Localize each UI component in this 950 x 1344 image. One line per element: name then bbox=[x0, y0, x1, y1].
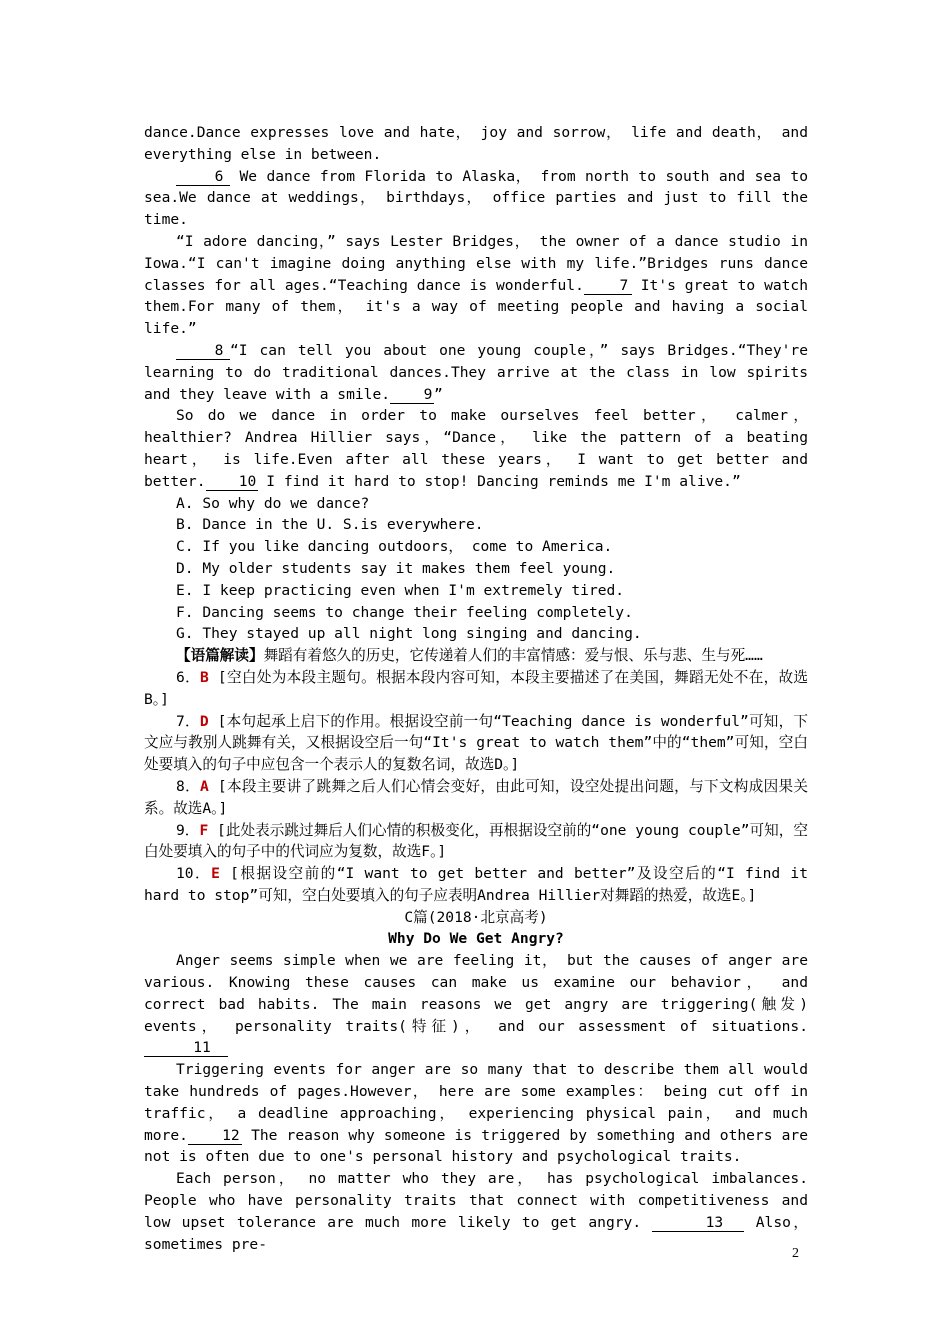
answer-number: 9． bbox=[176, 821, 200, 839]
section-heading: C篇(2018·北京高考) bbox=[404, 908, 548, 926]
answer-letter: B bbox=[200, 668, 209, 686]
paragraph-blank-8 bbox=[144, 340, 808, 405]
answer-text: [本段主要讲了跳舞之后人们心情会变好，由此可知，设空处提出问题，与下文构成因果关系。故选A。] bbox=[144, 777, 808, 817]
option-d: D. My older students say it makes them feel young. bbox=[176, 559, 616, 577]
blank-13[interactable]: 13 bbox=[652, 1214, 744, 1232]
passage-title: Why Do We Get Angry? bbox=[388, 930, 564, 948]
paragraph-text: ” bbox=[434, 385, 443, 403]
page-content bbox=[144, 122, 808, 1255]
blank-6[interactable]: 6 bbox=[176, 168, 230, 186]
answer-letter: D bbox=[199, 712, 209, 730]
option-g: G. They stayed up all night long singing and dancing. bbox=[176, 625, 642, 643]
answer-letter: E bbox=[211, 865, 220, 883]
blank-9[interactable]: 9 bbox=[390, 386, 434, 404]
answer-explanation bbox=[144, 711, 808, 776]
paragraph-text: “I adore dancing，” says Lester Bridges， the owner of a dance studio in Iowa.“I can't imagine doing anything else with my life.”Bridges runs dance classes for all ages.“Teaching dance is wonderful. bbox=[144, 232, 808, 294]
paragraph-text: We dance from Florida to Alaska， from north to south and sea to sea.We dance at weddings， birthdays， office parties and just to fill the time. bbox=[144, 167, 808, 229]
paragraph-blank-12 bbox=[144, 1059, 808, 1168]
paragraph-text: It's great to watch them.For many of them， it's a way of meeting people and having a social life.” bbox=[144, 276, 808, 338]
paragraph-text: Anger seems simple when we are feeling it， but the causes of anger are various. Knowing these causes can make us examine our behavior， and correct bad habits. The main reasons we get angry are triggering(触发) events， personality traits(特征)， and our assessment of situations. bbox=[144, 952, 808, 1035]
option-e: E. I keep practicing even when I'm extremely tired. bbox=[176, 581, 625, 599]
answer-explanation bbox=[144, 863, 808, 907]
paragraph-text: I find it hard to stop! Dancing reminds me I'm alive.” bbox=[257, 472, 741, 490]
analysis-label: 【语篇解读】 bbox=[176, 647, 264, 665]
answer-number: 10． bbox=[176, 865, 212, 883]
blank-10[interactable]: 10 bbox=[206, 473, 258, 491]
blank-11[interactable]: 11 bbox=[144, 1039, 228, 1057]
answer-text: [此处表示跳过舞后人们心情的积极变化，再根据设空前的“one young couple”可知，空白处要填入的句子中的代词应为复数，故选F。] bbox=[144, 821, 808, 861]
option-f: F. Dancing seems to change their feeling completely. bbox=[176, 603, 633, 621]
paragraph-text: Also， sometimes pre- bbox=[144, 1213, 808, 1253]
paragraph-text: Triggering events for anger are so many that to describe them all would take hundreds of pages.However， here are some examples： being cut off in traffic， a deadline approaching， experiencing physical pain， and much more. bbox=[144, 1061, 808, 1144]
paragraph-blank-11 bbox=[144, 950, 808, 1059]
analysis-text: 舞蹈有着悠久的历史，它传递着人们的丰富情感：爱与恨、乐与悲、生与死…… bbox=[263, 647, 763, 665]
passage-analysis bbox=[144, 645, 808, 667]
paragraph-text: So do we dance in order to make ourselves feel better， calmer， healthier? Andrea Hillier says，“Dance， like the pattern of a beating heart， is life.Even after all these years， I want to get better and better. bbox=[144, 407, 808, 490]
answer-text: [根据设空前的“I want to get better and better”及设空后的“I find it hard to stop”可知，空白处要填入的句子应表明Andrea Hillier对舞蹈的热爱，故选E。] bbox=[144, 865, 808, 904]
answer-explanation bbox=[144, 820, 808, 864]
answer-number: 7． bbox=[176, 712, 200, 730]
paragraph-text: The reason why someone is triggered by something and others are not is often due to one's personal history and psychological traits. bbox=[144, 1126, 808, 1166]
paragraph-blank-7 bbox=[144, 231, 808, 340]
blank-7[interactable]: 7 bbox=[584, 277, 632, 295]
option-a: A. So why do we dance? bbox=[176, 494, 370, 512]
paragraph-text: Each person， no matter who they are， has psychological imbalances. People who have personality traits that connect with competitiveness and low upset tolerance are much more likely to get angry. bbox=[144, 1170, 808, 1231]
answer-explanation bbox=[144, 776, 808, 820]
paragraph-intro-tail: dance.Dance expresses love and hate， joy and sorrow， life and death， and everything else in between. bbox=[144, 124, 808, 163]
paragraph-blank-6 bbox=[144, 166, 808, 231]
option-b: B. Dance in the U. S.is everywhere. bbox=[176, 516, 484, 534]
answer-number: 8． bbox=[176, 777, 201, 795]
answer-explanation bbox=[144, 667, 808, 711]
blank-8[interactable]: 8 bbox=[176, 342, 230, 360]
answer-number: 6． bbox=[176, 668, 201, 686]
paragraph-blank-10 bbox=[144, 405, 808, 492]
blank-12[interactable]: 12 bbox=[188, 1127, 242, 1145]
answer-letter: A bbox=[200, 777, 209, 795]
page-number: 2 bbox=[792, 1246, 799, 1261]
answer-letter: F bbox=[199, 821, 209, 839]
paragraph-blank-13 bbox=[144, 1168, 808, 1255]
option-c: C. If you like dancing outdoors， come to America. bbox=[176, 538, 613, 556]
paragraph-text: “I can tell you about one young couple，” says Bridges.“They're learning to do traditional dances.They arrive at the class in low spirits and they leave with a smile. bbox=[144, 341, 808, 403]
answer-text: [空白处为本段主题句。根据本段内容可知，本段主要描述了在美国，舞蹈无处不在，故选B。] bbox=[144, 668, 808, 708]
answer-text: [本句起承上启下的作用。根据设空前一句“Teaching dance is wonderful”可知，下文应与教别人跳舞有关，又根据设空后一句“It's great to watch them”中的“them”可知，空白处要填入的句子中应包含一个表示人的复数名词，故选D。] bbox=[144, 712, 808, 774]
